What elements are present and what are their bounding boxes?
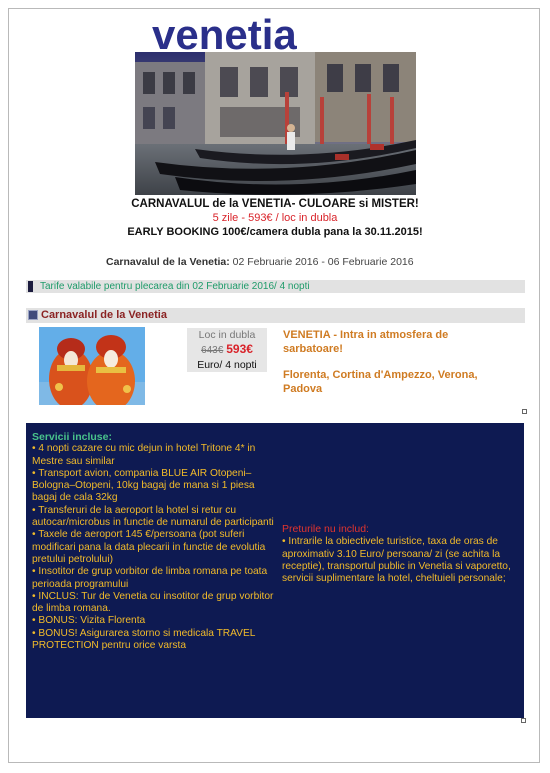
included-services (32, 431, 277, 652)
carnival-masks-graphic (39, 327, 145, 405)
included-heading: Servicii incluse: (32, 431, 112, 443)
price-new: 593€ (226, 342, 253, 356)
headline-early-booking: EARLY BOOKING 100€/camera dubla pana la 30.11.2015! (127, 226, 423, 238)
tariff-bar (26, 280, 525, 293)
excluded-heading: Preturile nu includ: (282, 523, 369, 535)
headline-price: 5 zile - 593€ / loc in dubla (212, 212, 338, 224)
period-line (106, 256, 414, 268)
price-per: Euro/ 4 nopti (197, 359, 257, 371)
excluded-text: • Intrarile la obiectivele turistice, taxa de oras de aproximativ 3.10 Euro/ persoana/ zi (se achita la receptie), transportul public in Venetia si vaporetto, servicii suplimentare la hotel, cheltuieli personale; (282, 536, 511, 585)
included-item: • INCLUS: Tur de Venetia cu insotitor de grup vorbitor de limba romana. (32, 590, 274, 615)
included-item: • Transferuri de la aeroport la hotel si retur cu autocar/microbus in functie de numarul de participanti (32, 504, 274, 529)
description-venetia: VENETIA - Intra in atmosfera de sarbatoare! (283, 329, 449, 355)
price-label: Loc in dubla (198, 329, 256, 341)
resize-handle-top[interactable] (522, 409, 527, 414)
venetia-title: venetia (152, 11, 297, 58)
included-item: • Transport avion, compania BLUE AIR Otopeni–Bologna–Otopeni, 10kg bagaj de mana si 1 piesa bagaj de cala 32kg (32, 467, 255, 504)
carnival-masks-photo (39, 327, 145, 405)
included-item: • BONUS! Asigurarea storno si medicala TRAVEL PROTECTION pentru orice varsta (32, 627, 256, 652)
price-old: 643€ (201, 345, 224, 356)
section-bar (26, 308, 525, 323)
included-item: • Taxele de aeroport 145 €/persoana (pot suferi modificari pana la data plecarii in functie de evolutia pretului petrolului) (32, 529, 266, 565)
included-item: • Insotitor de grup vorbitor de limba romana pe toata perioada programului (32, 566, 268, 590)
gondola-scene-graphic (135, 52, 416, 195)
bar-marker (28, 281, 33, 292)
excluded-services (282, 523, 514, 585)
resize-handle-bottom[interactable] (521, 718, 526, 723)
image-icon (28, 310, 38, 320)
venice-gondola-photo (135, 52, 416, 195)
included-item: • BONUS: Vizita Florenta (32, 615, 146, 627)
description-cities: Florenta, Cortina d'Ampezzo, Verona, Padova (283, 369, 478, 395)
headline-carnival: CARNAVALUL de la VENETIA- CULOARE si MISTER! (131, 198, 419, 210)
period-dates: 02 Februarie 2016 - 06 Februarie 2016 (229, 256, 414, 268)
section-title: Carnavalul de la Venetia (41, 309, 167, 321)
included-item: • 4 nopti cazare cu mic dejun in hotel Tritone 4* in Mestre sau similar (32, 443, 256, 467)
tariff-text: Tarife valabile pentru plecarea din 02 Februarie 2016/ 4 nopti (40, 281, 310, 292)
period-label: Carnavalul de la Venetia: (106, 256, 230, 268)
price-box (187, 328, 267, 372)
